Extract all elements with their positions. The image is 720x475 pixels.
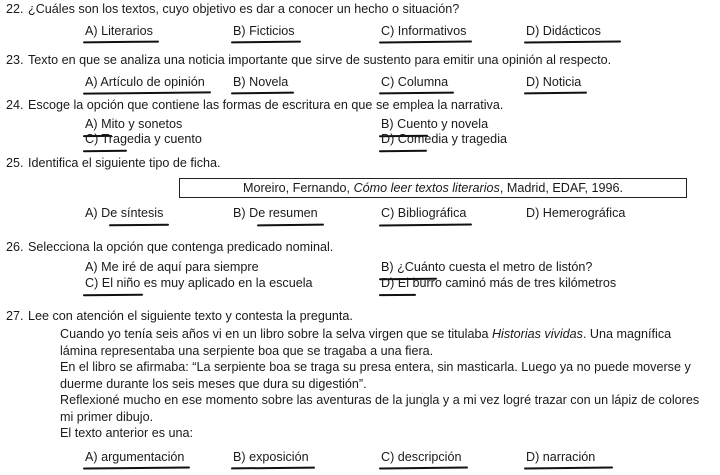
answer-underline — [379, 223, 472, 225]
option-c[interactable]: C) Columna — [381, 75, 448, 90]
answer-underline — [257, 223, 324, 225]
answer-underline — [524, 92, 587, 95]
answer-underline — [83, 149, 127, 151]
option-a[interactable]: A) Me iré de aquí para siempre — [85, 260, 259, 274]
option-a[interactable]: A) argumentación — [85, 450, 184, 465]
option-c[interactable]: C) descripción — [381, 450, 462, 465]
book-title: Cómo leer textos literarios — [353, 181, 500, 195]
question-stem — [6, 156, 221, 171]
answer-underline — [83, 41, 159, 44]
passage-paragraph-1: Cuando yo tenía seis años vi en un libro sobre la selva virgen que se titulaba Historias vividas. Una magnífica lámina representaba una serpiente boa que se tragaba a una fiera. — [60, 327, 672, 358]
option-b[interactable]: B) De resumen — [233, 206, 318, 221]
answer-underline — [231, 92, 294, 95]
question-number: 22. — [6, 2, 24, 16]
question-text: Escoge la opción que contiene las formas de escritura en que se emplea la narrativa. — [28, 98, 504, 112]
answer-underline — [379, 467, 468, 470]
option-a[interactable]: A) Mito y sonetos — [85, 117, 182, 132]
question-text: Lee con atención el siguiente texto y contesta la pregunta. — [28, 309, 353, 323]
question-number: 25. — [6, 156, 24, 170]
answer-underline — [379, 92, 454, 95]
book-title: Historias vividas — [491, 327, 583, 341]
question-number: 26. — [6, 240, 24, 254]
answer-underline — [231, 467, 315, 470]
question-text: Identifica el siguiente tipo de ficha. — [28, 156, 221, 170]
option-d[interactable]: D) El burro caminó más de tres kilómetros — [381, 276, 616, 291]
answer-underline — [109, 223, 169, 225]
option-c[interactable]: C) Bibliográfica — [381, 206, 466, 221]
option-b[interactable]: B) ¿Cuánto cuesta el metro de listón? — [381, 260, 592, 275]
passage-paragraph-2: En el libro se afirmaba: “La serpiente boa se traga su presa entera, sin masticarla. Luego ya no puede moverse y duerme durante los seis meses que dura su digestión”. — [60, 360, 691, 391]
option-b[interactable]: B) exposición — [233, 450, 309, 465]
question-text: Texto en que se analiza una noticia importante que sirve de sustento para emitir una opinión al respecto. — [28, 53, 612, 67]
answer-underline — [524, 40, 621, 43]
option-b[interactable]: B) Ficticios — [233, 24, 295, 39]
answer-underline — [379, 41, 472, 44]
option-b[interactable]: B) Novela — [233, 75, 288, 90]
option-a[interactable]: A) Artículo de opinión — [85, 75, 205, 90]
question-prompt: El texto anterior es una: — [60, 426, 194, 440]
question-text: Selecciona la opción que contenga predicado nominal. — [28, 240, 334, 254]
answer-underline — [83, 91, 211, 94]
question-stem — [6, 309, 353, 324]
reading-passage — [60, 326, 710, 442]
answer-underline — [83, 466, 190, 469]
answer-underline — [379, 293, 416, 295]
option-c[interactable]: C) Tragedia y cuento — [85, 132, 202, 147]
answer-underline — [231, 41, 301, 44]
option-d[interactable]: D) Noticia — [526, 75, 581, 90]
question-number: 24. — [6, 98, 24, 112]
option-c[interactable]: C) Informativos — [381, 24, 466, 39]
question-stem — [6, 2, 459, 17]
question-stem — [6, 240, 333, 255]
option-d[interactable]: D) Didácticos — [526, 24, 601, 39]
bibliographic-reference-box: Moreiro, Fernando, Cómo leer textos literarios, Madrid, EDAF, 1996. — [179, 178, 687, 198]
question-number: 27. — [6, 309, 24, 323]
option-c[interactable]: C) El niño es muy aplicado en la escuela — [85, 276, 313, 291]
option-d[interactable]: D) Hemerográfica — [526, 206, 626, 220]
answer-underline — [524, 467, 613, 470]
option-a[interactable]: A) Literarios — [85, 24, 153, 39]
option-b[interactable]: B) Cuento y novela — [381, 117, 488, 132]
option-a[interactable]: A) De síntesis — [85, 206, 163, 221]
question-number: 23. — [6, 53, 24, 67]
answer-underline — [379, 149, 427, 151]
question-stem — [6, 53, 611, 68]
option-d[interactable]: D) narración — [526, 450, 595, 465]
option-d[interactable]: D) Comedia y tragedia — [381, 132, 507, 147]
question-stem — [6, 98, 503, 113]
passage-paragraph-3: Reflexioné mucho en ese momento sobre las aventuras de la jungla y a mi vez logré trazar con un lápiz de colores mi primer dibujo. — [60, 393, 700, 424]
answer-underline — [83, 293, 143, 295]
question-text: ¿Cuáles son los textos, cuyo objetivo es dar a conocer un hecho o situación? — [28, 2, 460, 16]
